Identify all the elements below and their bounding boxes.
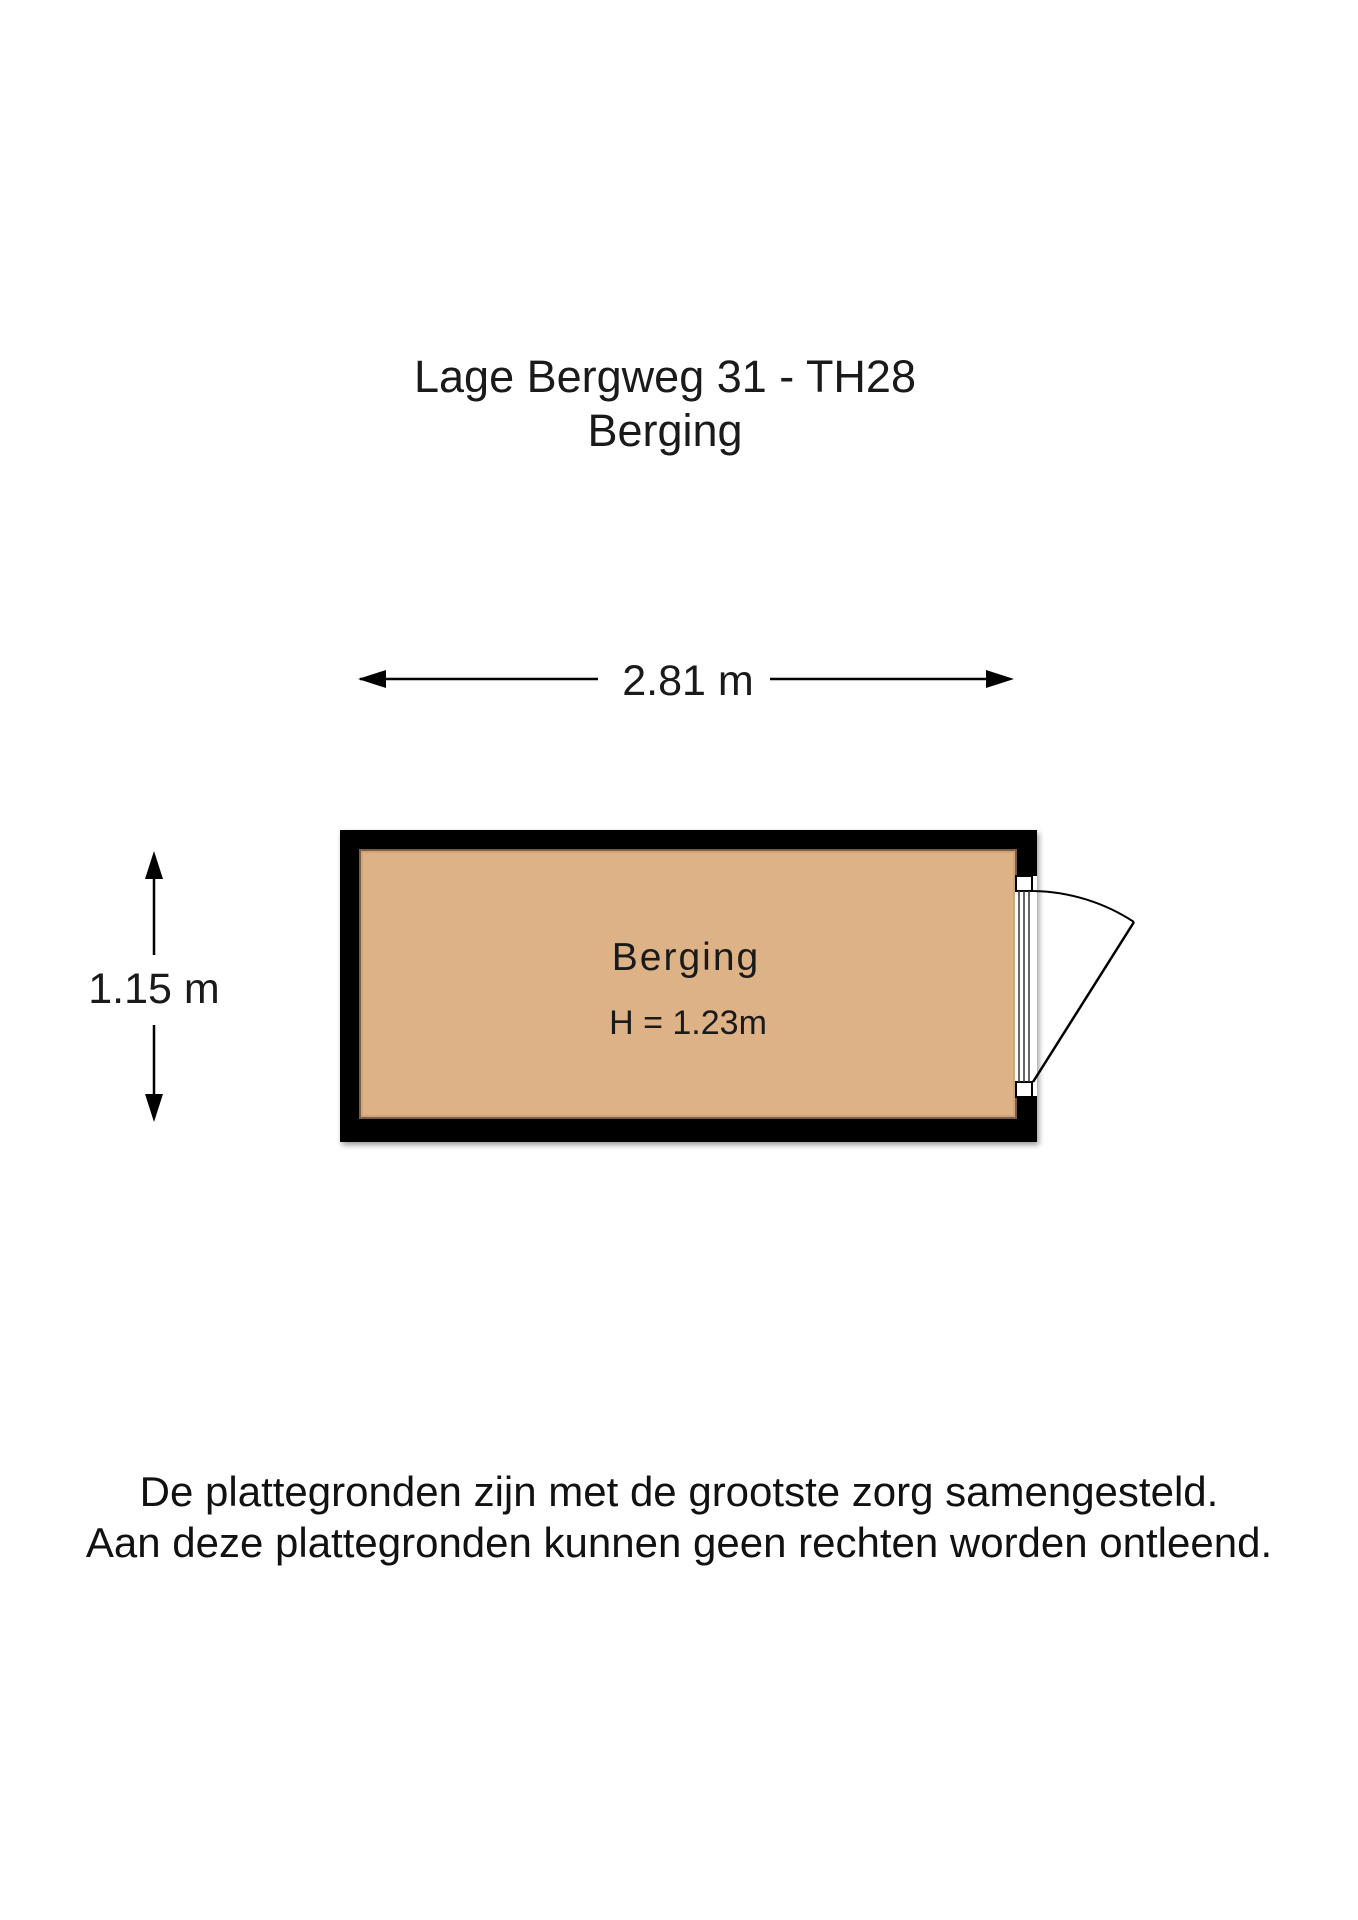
- room-berging: [340, 830, 1134, 1142]
- room-floor: [361, 851, 1015, 1117]
- floor-name-title: Berging: [587, 405, 743, 456]
- depth-dimension: [88, 851, 219, 1122]
- door-leaf: [1033, 922, 1134, 1082]
- width-arrowhead-left: [358, 670, 386, 688]
- room-name-label: Berging: [611, 936, 761, 979]
- room-height-label: H = 1.23m: [609, 1004, 767, 1042]
- width-dimension-label: 2.81 m: [622, 657, 754, 705]
- disclaimer-text: [0, 1466, 1358, 1568]
- depth-arrowhead-top: [145, 851, 163, 879]
- door-frame-top: [1016, 876, 1032, 891]
- door-frame-bottom: [1016, 1082, 1032, 1097]
- disclaimer-line-2: Aan deze plattegronden kunnen geen rechten worden ontleend.: [85, 1519, 1273, 1566]
- width-dimension: [358, 657, 1014, 705]
- depth-dimension-label: 1.15 m: [88, 965, 220, 1013]
- disclaimer-line-1: De plattegronden zijn met de grootste zorg samengesteld.: [139, 1468, 1219, 1515]
- door-swing-arc: [1033, 891, 1134, 922]
- address-title: Lage Bergweg 31 - TH28: [414, 351, 916, 402]
- width-arrowhead-right: [986, 670, 1014, 688]
- depth-arrowhead-bottom: [145, 1094, 163, 1122]
